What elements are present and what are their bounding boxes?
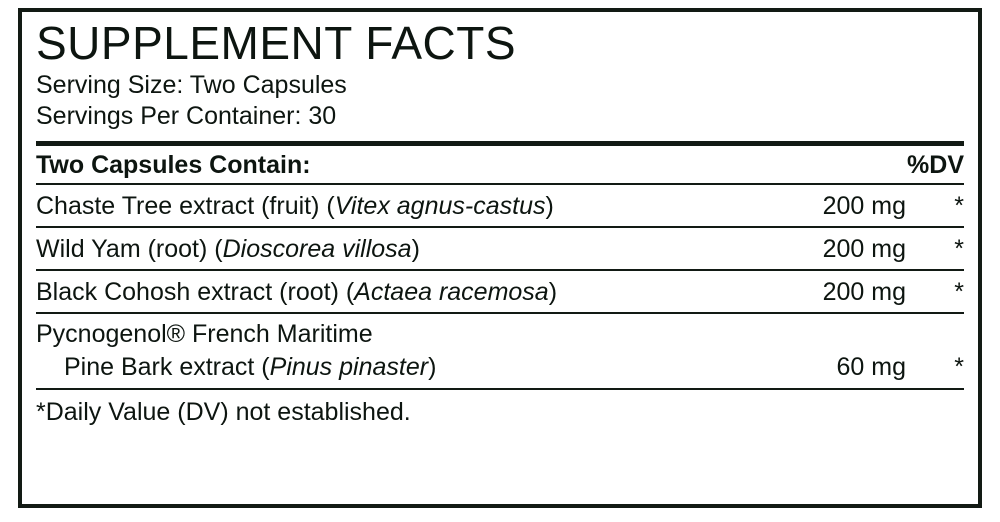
ingredient-name-tail: )	[548, 278, 558, 306]
ingredient-name-tail: )	[411, 235, 420, 263]
servings-per-container-line: Servings Per Container: 30	[36, 102, 337, 130]
ingredient-name-italic: Actaea racemosa	[354, 278, 549, 306]
ingredient-name-plain: Wild Yam (root) (	[36, 235, 223, 263]
supplement-facts-panel	[18, 8, 982, 508]
table-header-dv-label: %DV	[907, 151, 964, 179]
ingredient-name	[36, 191, 741, 221]
ingredient-amount: 60 mg	[836, 353, 906, 381]
ingredient-amount: 200 mg	[822, 278, 906, 306]
ingredient-name	[36, 277, 741, 307]
table-header-amount-label: Two Capsules Contain:	[36, 151, 311, 179]
ingredient-dv: *	[954, 192, 964, 220]
ingredient-dv: *	[954, 278, 964, 306]
table-row	[36, 185, 964, 226]
table-header-row	[36, 146, 964, 183]
ingredient-name-line1: Pycnogenol® French Maritime	[36, 320, 373, 348]
table-row	[36, 271, 964, 312]
ingredient-name-plain: Black Cohosh extract (root) (	[36, 278, 355, 306]
serving-size-line: Serving Size: Two Capsules	[36, 71, 347, 99]
ingredient-name	[36, 234, 741, 264]
table-row	[36, 228, 964, 269]
ingredient-amount: 200 mg	[822, 235, 906, 263]
ingredient-name-italic: Dioscorea villosa	[222, 235, 412, 263]
ingredient-name-italic: Pinus pinaster	[269, 353, 429, 381]
ingredient-name	[36, 350, 741, 384]
ingredient-name-italic: Vitex agnus-castus	[334, 192, 546, 220]
ingredient-name-plain: Chaste Tree extract (fruit) (	[36, 192, 335, 220]
ingredient-dv: *	[954, 235, 964, 263]
daily-value-footnote: *Daily Value (DV) not established.	[36, 398, 411, 426]
page-title: SUPPLEMENT FACTS	[36, 17, 517, 69]
ingredient-name-tail: )	[428, 353, 437, 381]
ingredient-dv: *	[954, 353, 964, 381]
table-row	[36, 314, 964, 388]
ingredient-name-plain: Pine Bark extract (	[64, 353, 270, 381]
ingredient-name-tail: )	[545, 192, 554, 220]
ingredient-amount: 200 mg	[822, 192, 906, 220]
